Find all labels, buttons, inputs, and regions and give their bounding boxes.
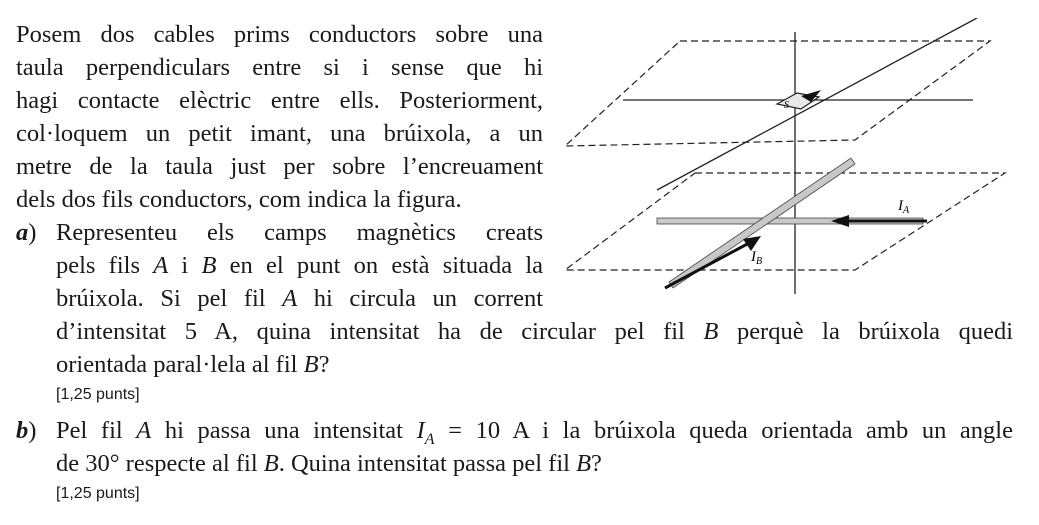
question-a-line-5 xyxy=(56,348,329,381)
question-b-label xyxy=(16,414,36,447)
text-fragment: ? xyxy=(591,450,602,477)
text-fragment: hi passa una intensitat xyxy=(151,417,417,444)
text-fragment: orientada paral·lela al fil xyxy=(56,351,304,378)
question-b-points: [1,25 punts] xyxy=(56,485,140,502)
upper-diagonal-line xyxy=(657,18,977,190)
label-ia: $I_A$ xyxy=(898,198,910,216)
intro-line-1: Posem dos cables prims conductors sobre una xyxy=(16,21,543,48)
wire-b-symbol: B xyxy=(703,318,719,345)
question-a-letter: a xyxy=(16,219,29,246)
current-subscript: A xyxy=(424,430,435,448)
question-b-paren: ) xyxy=(28,417,37,444)
intro-line-5: metre de la taula just per sobre l’encreuament xyxy=(16,153,543,180)
text-fragment: ? xyxy=(318,351,330,378)
wire-b-symbol: B xyxy=(303,351,319,378)
question-a-label xyxy=(16,216,36,249)
text-fragment: perquè la brúixola quedi xyxy=(718,318,1013,345)
text-fragment: = 10 A i la brúixola queda orientada amb un angle xyxy=(434,417,1013,444)
wire-a-symbol: A xyxy=(282,285,298,312)
question-b-line-2 xyxy=(56,447,602,480)
compass-label: S xyxy=(784,100,789,111)
text-fragment: d’intensitat 5 A, quina intensitat ha de circular pel fil xyxy=(56,318,704,345)
upper-plane xyxy=(565,41,990,146)
wire-a xyxy=(657,215,927,227)
question-a-line-1: Representeu els camps magnètics creats xyxy=(56,219,543,246)
question-a-line-3 xyxy=(56,282,543,315)
text-fragment: en el punt on està situada la xyxy=(216,252,544,279)
intro-line-2: taula perpendiculars entre si i sense que hi xyxy=(16,54,543,81)
question-a-line-4 xyxy=(56,315,1013,348)
text-fragment: de 30° respecte al fil xyxy=(56,450,264,477)
current-symbol: I xyxy=(416,417,425,444)
wire-b-symbol: B xyxy=(263,450,279,477)
wire-a-symbol: A xyxy=(153,252,169,279)
wire-a-symbol: A xyxy=(136,417,152,444)
question-a-line-2 xyxy=(56,249,543,282)
wires-compass-figure xyxy=(565,18,1025,300)
wire-b-symbol: B xyxy=(576,450,592,477)
question-a-paren: ) xyxy=(28,219,37,246)
text-fragment: i xyxy=(168,252,202,279)
intro-line-4: col·loquem un petit imant, una brúixola, a un xyxy=(16,120,543,147)
question-b-letter: b xyxy=(16,417,29,444)
intro-line-6: dels dos fils conductors, com indica la figura. xyxy=(16,186,462,213)
intro-line-3: hagi contacte elèctric entre ells. Posteriorment, xyxy=(16,87,543,114)
text-fragment: hi circula un corrent xyxy=(297,285,543,312)
text-fragment: Pel fil xyxy=(56,417,137,444)
text-fragment: brúixola. Si pel fil xyxy=(56,285,283,312)
label-ib: $I_B$ xyxy=(751,249,763,267)
compass-icon xyxy=(777,90,821,111)
text-fragment: . Quina intensitat passa pel fil xyxy=(278,450,577,477)
text-fragment: pels fils xyxy=(56,252,154,279)
wire-b-symbol: B xyxy=(201,252,217,279)
question-a-points: [1,25 punts] xyxy=(56,386,140,403)
